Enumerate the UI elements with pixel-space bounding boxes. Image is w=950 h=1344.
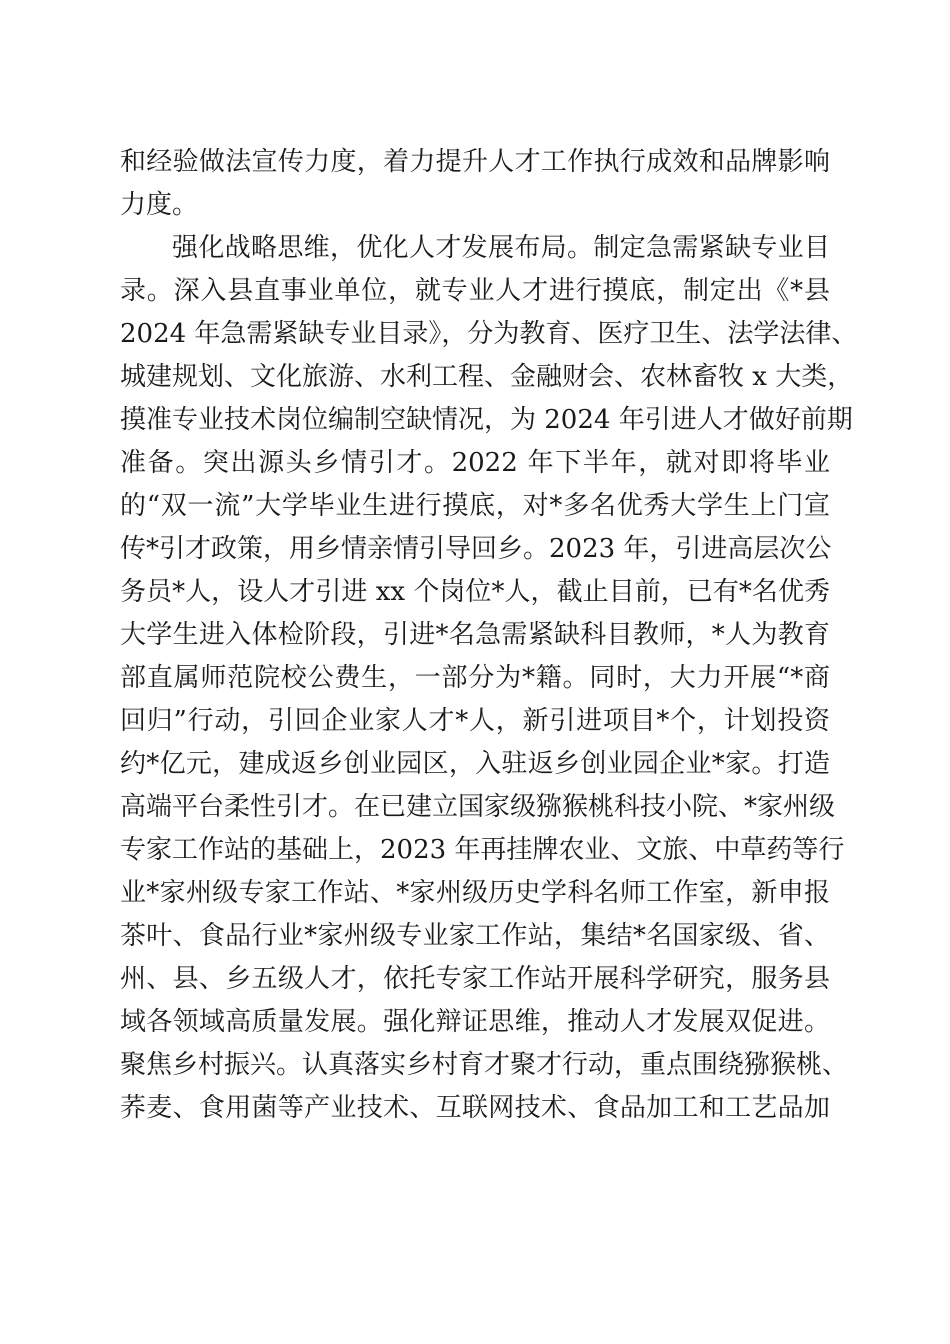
text-line: 务员*人，设人才引进 xx 个岗位*人，截止目前，已有*名优秀 <box>120 577 830 607</box>
text-line: 传*引才政策，用乡情亲情引导回乡。2023 年，引进高层次公 <box>120 534 832 564</box>
text-line: 业*家州级专家工作站、*家州级历史学科名师工作室，新申报 <box>120 878 830 908</box>
text-line: 和经验做法宣传力度，着力提升人才工作执行成效和品牌影响 <box>120 147 830 177</box>
text-line: 城建规划、文化旅游、水利工程、金融财会、农林畜牧 x 大类， <box>120 362 854 392</box>
text-line: 高端平台柔性引才。在已建立国家级猕猴桃科技小院、*家州级 <box>120 792 836 822</box>
text-line: 专家工作站的基础上，2023 年再挂牌农业、文旅、中草药等行 <box>120 835 845 865</box>
text-line: 准备。突出源头乡情引才。2022 年下半年，就对即将毕业 <box>120 448 830 478</box>
text-line: 部直属师范院校公费生，一部分为*籍。同时，大力开展“*商 <box>120 663 830 693</box>
text-line: 域各领域高质量发展。强化辩证思维，推动人才发展双促进。 <box>120 1007 830 1037</box>
text-line: 回归”行动，引回企业家人才*人，新引进项目*个，计划投资 <box>120 706 830 736</box>
text-line: 录。深入县直事业单位，就专业人才进行摸底，制定出《*县 <box>120 276 830 306</box>
text-line: 2024 年急需紧缺专业目录》，分为教育、医疗卫生、法学法律、 <box>120 319 858 349</box>
paragraph-start-line: 强化战略思维，优化人才发展布局。制定急需紧缺专业目 <box>172 233 830 263</box>
text-line: 摸准专业技术岗位编制空缺情况，为 2024 年引进人才做好前期 <box>120 405 853 435</box>
text-line: 荞麦、食用菌等产业技术、互联网技术、食品加工和工艺品加 <box>120 1093 830 1123</box>
body-text <box>120 141 858 1130</box>
text-line: 的“双一流”大学毕业生进行摸底，对*多名优秀大学生上门宣 <box>120 491 830 521</box>
text-line: 州、县、乡五级人才，依托专家工作站开展科学研究，服务县 <box>120 964 830 994</box>
text-line: 茶叶、食品行业*家州级专业家工作站，集结*名国家级、省、 <box>120 921 830 951</box>
text-line: 力度。 <box>120 190 199 220</box>
text-line: 约*亿元，建成返乡创业园区，入驻返乡创业园企业*家。打造 <box>120 749 830 779</box>
text-line: 聚焦乡村振兴。认真落实乡村育才聚才行动，重点围绕猕猴桃、 <box>120 1050 849 1080</box>
text-line: 大学生进入体检阶段，引进*名急需紧缺科目教师，*人为教育 <box>120 620 830 650</box>
